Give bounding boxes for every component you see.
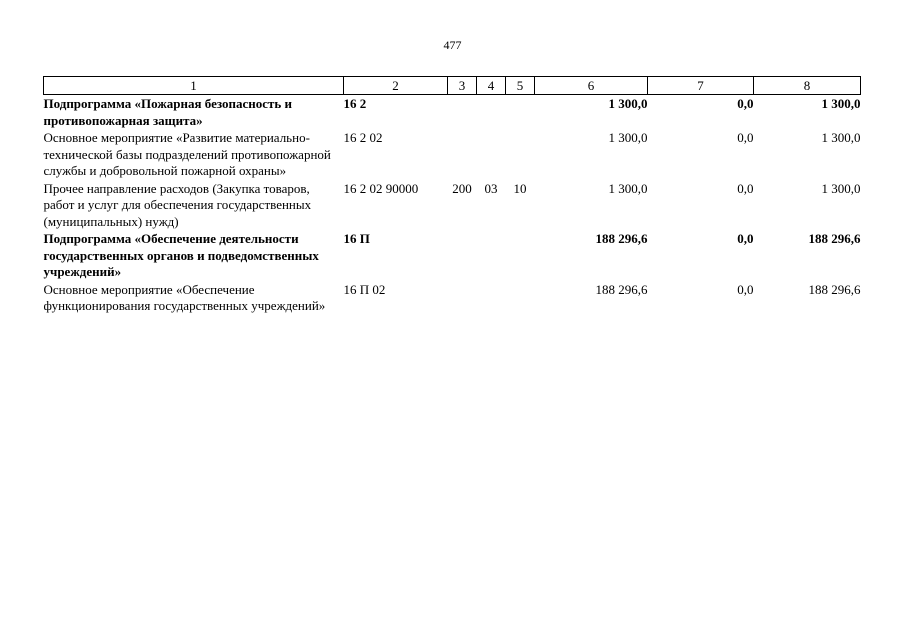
row-code: 16 2 02 90000 (343, 180, 419, 196)
row-col4 (477, 281, 506, 315)
row-col4: 03 (484, 180, 498, 196)
row-col5 (506, 281, 535, 315)
row-code: 16 2 (343, 96, 367, 111)
row-code: 16 2 02 (343, 130, 383, 145)
table-row (44, 95, 861, 130)
row-name: Прочее направление расходов (Закупка товаров, работ и услуг для обеспечения государственных (муниципальных) нужд) (43, 180, 312, 229)
budget-table (43, 76, 861, 315)
column-header: 5 (506, 77, 535, 95)
row-col5 (506, 95, 535, 130)
table-row (44, 230, 861, 281)
row-col3: 200 (452, 180, 472, 196)
table-row (44, 129, 861, 180)
column-header: 4 (477, 77, 506, 95)
row-code: 16 П 02 (343, 281, 386, 297)
page-number: 477 (443, 38, 462, 52)
row-col3 (448, 281, 477, 315)
row-col4 (477, 95, 506, 130)
row-amount-6: 1 300,0 (608, 180, 648, 196)
row-col3 (448, 230, 477, 281)
row-amount-8: 1 300,0 (821, 180, 861, 196)
row-name: Подпрограмма «Обеспечение деятельности государственных органов и подведомственных учреждений» (43, 231, 319, 279)
table-row (44, 180, 861, 231)
row-col5 (506, 230, 535, 281)
column-header: 8 (754, 77, 861, 95)
row-col4 (477, 230, 506, 281)
row-col3 (448, 95, 477, 130)
row-amount-7: 0,0 (737, 130, 754, 145)
row-amount-7: 0,0 (737, 231, 754, 246)
row-amount-6: 1 300,0 (608, 130, 648, 145)
row-amount-7: 0,0 (737, 96, 754, 111)
table-row (44, 281, 861, 315)
column-header: 6 (535, 77, 648, 95)
row-amount-6: 188 296,6 (595, 231, 648, 246)
row-amount-6: 188 296,6 (595, 281, 648, 297)
row-code: 16 П (343, 231, 370, 246)
row-col3 (448, 129, 477, 180)
row-col4 (477, 129, 506, 180)
column-header: 3 (448, 77, 477, 95)
row-name: Основное мероприятие «Развитие материально-технической базы подразделений противопожарной службы и добровольной пожарной охраны» (43, 130, 331, 178)
row-name: Подпрограмма «Пожарная безопасность и противопожарная защита» (43, 96, 293, 128)
row-amount-7: 0,0 (737, 180, 754, 196)
row-amount-6: 1 300,0 (608, 96, 648, 111)
row-col5: 10 (513, 180, 527, 196)
row-amount-8: 188 296,6 (808, 231, 861, 246)
row-amount-8: 188 296,6 (808, 281, 861, 297)
column-header: 1 (44, 77, 344, 95)
header-row (44, 77, 861, 95)
row-amount-8: 1 300,0 (821, 130, 861, 145)
row-amount-8: 1 300,0 (821, 96, 861, 111)
column-header: 7 (648, 77, 754, 95)
row-col5 (506, 129, 535, 180)
row-amount-7: 0,0 (737, 281, 754, 297)
column-header: 2 (344, 77, 448, 95)
row-name: Основное мероприятие «Обеспечение функционирования государственных учреждений» (43, 281, 326, 313)
